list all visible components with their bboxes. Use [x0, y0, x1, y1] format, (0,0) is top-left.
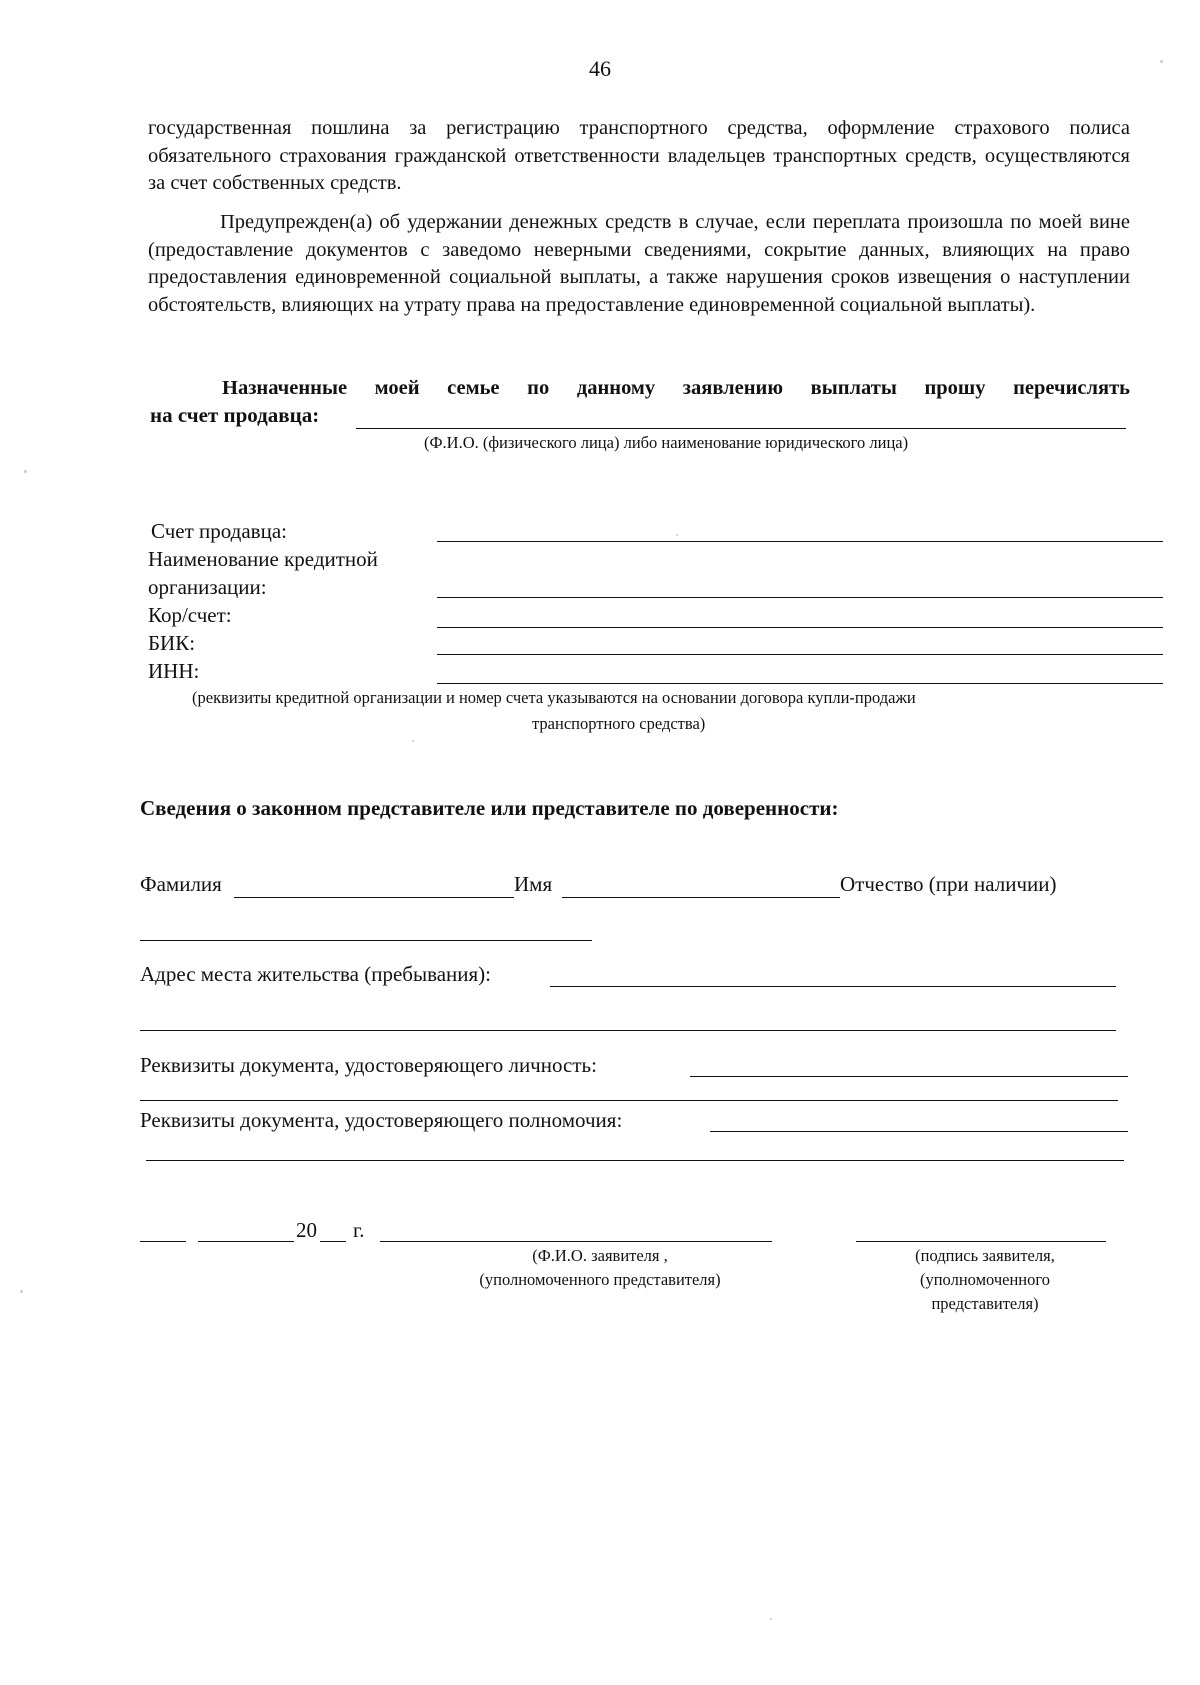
date-year-line[interactable]: [320, 1241, 346, 1242]
applicant-name-caption-line2: (уполномоченного представителя): [479, 1270, 721, 1289]
bik-line[interactable]: [437, 654, 1163, 655]
inn-label: ИНН:: [148, 659, 200, 683]
surname-label: Фамилия: [140, 872, 222, 896]
inn-line[interactable]: [437, 683, 1163, 684]
name-line[interactable]: [562, 897, 840, 898]
transfer-request-line2: на счет продавца:: [150, 403, 320, 427]
bik-label: БИК:: [148, 631, 196, 655]
authority-document-line-2[interactable]: [146, 1160, 1124, 1161]
surname-line[interactable]: [234, 897, 514, 898]
applicant-name-caption-line1: (Ф.И.О. заявителя ,: [532, 1246, 668, 1265]
address-line[interactable]: [550, 986, 1116, 987]
page-number: 46: [589, 56, 611, 81]
date-month-line[interactable]: [198, 1241, 294, 1242]
applicant-name-caption: [420, 1244, 780, 1292]
address-label: Адрес места жительства (пребывания):: [140, 962, 492, 986]
scan-speck: [20, 1290, 23, 1293]
seller-account-line[interactable]: [437, 541, 1163, 542]
scan-speck: [676, 534, 678, 536]
corr-account-line[interactable]: [437, 627, 1163, 628]
authority-document-line[interactable]: [710, 1131, 1128, 1132]
date-year-suffix: г.: [353, 1218, 365, 1242]
transfer-request-line1: Назначенные моей семье по данному заявлению выплаты прошу перечислять: [222, 377, 1130, 399]
paragraph-state-fee: государственная пошлина за регистрацию транспортного средства, оформление страхового полиса обязательного страхования гражданской ответственности владельцев транспортных средств, осуществляются за счет собственных средств.: [148, 117, 1130, 194]
scan-speck: [1160, 60, 1163, 63]
scan-speck: [412, 740, 414, 742]
signature-caption-line2: (уполномоченного: [919, 1270, 1050, 1289]
date-day-line[interactable]: [140, 1241, 186, 1242]
scan-speck: [770, 1618, 772, 1620]
name-label: Имя: [514, 872, 553, 896]
credit-org-label-line1: Наименование кредитной: [148, 547, 378, 571]
address-line-2[interactable]: [140, 1030, 1116, 1031]
identity-document-label: Реквизиты документа, удостоверяющего личность:: [140, 1053, 597, 1077]
signature-caption-line1: (подпись заявителя,: [915, 1246, 1055, 1265]
date-year-prefix: 20: [296, 1218, 317, 1242]
authority-document-label: Реквизиты документа, удостоверяющего полномочия:: [140, 1108, 623, 1132]
applicant-signature-line[interactable]: [856, 1241, 1106, 1242]
identity-document-line[interactable]: [690, 1076, 1128, 1077]
paragraph-warning: Предупрежден(а) об удержании денежных средств в случае, если переплата произошла по моей вине (предоставление документов с заведомо неверными сведениями, сокрытие данных, влияющих на право предоставления единовременной социальной выплаты, а также нарушения сроков извещения о наступлении обстоятельств, влияющих на утрату права на предоставление единовременной социальной выплаты).: [148, 211, 1130, 316]
bank-note-line1: (реквизиты кредитной организации и номер счета указываются на основании договора купли-продажи: [192, 688, 916, 707]
patronymic-label: Отчество (при наличии): [840, 872, 1057, 896]
seller-account-label: Счет продавца:: [151, 519, 287, 543]
signature-caption-line3: представителя): [931, 1294, 1039, 1313]
representative-heading: Сведения о законном представителе или представителе по доверенности:: [140, 796, 839, 820]
credit-org-label-line2: организации:: [148, 575, 267, 599]
patronymic-line[interactable]: [140, 940, 592, 941]
corr-account-label: Кор/счет:: [148, 603, 232, 627]
signature-caption: [870, 1244, 1100, 1316]
bank-note-line2: транспортного средства): [532, 714, 706, 733]
identity-document-line-2[interactable]: [140, 1100, 1118, 1101]
seller-name-line[interactable]: [356, 428, 1126, 429]
credit-org-line[interactable]: [437, 597, 1163, 598]
seller-name-hint: (Ф.И.О. (физического лица) либо наименование юридического лица): [424, 433, 909, 452]
scan-speck: [24, 470, 27, 473]
applicant-name-line[interactable]: [380, 1241, 772, 1242]
